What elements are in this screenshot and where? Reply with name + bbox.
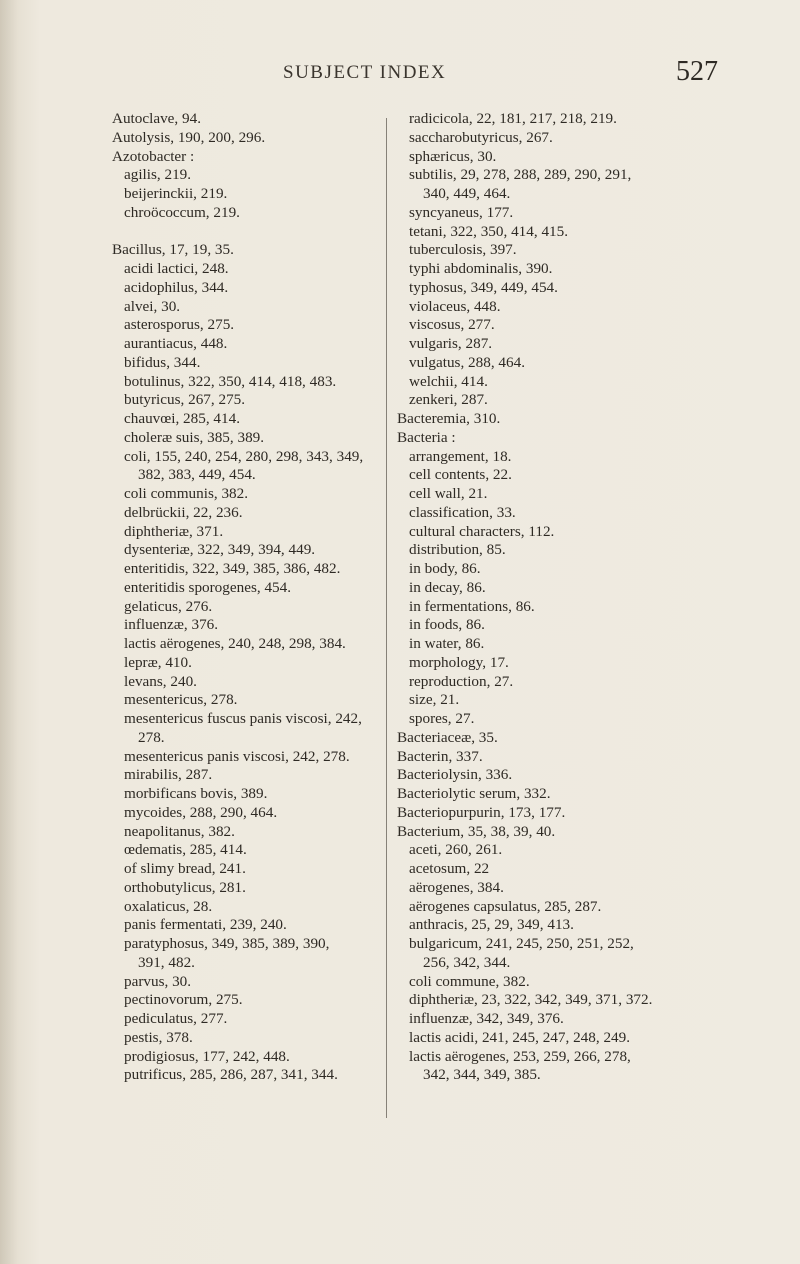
index-subentry: pediculatus, 277. bbox=[124, 1010, 228, 1027]
index-subentry: coli, 155, 240, 254, 280, 298, 343, 349, bbox=[124, 447, 364, 465]
index-continuation: 391, 482. bbox=[138, 953, 195, 971]
index-subentry: lactis aërogenes, 240, 248, 298, 384. bbox=[124, 635, 346, 652]
index-subentry: asterosporus, 275. bbox=[124, 316, 235, 334]
index-subentry: œdematis, 285, 414. bbox=[124, 841, 247, 859]
index-subentry: parvus, 30. bbox=[124, 972, 192, 990]
index-subentry: acetosum, 22 bbox=[409, 860, 490, 877]
index-subentry: reproduction, 27. bbox=[409, 672, 514, 690]
index-subentry: botulinus, 322, 350, 414, 418, 483. bbox=[124, 372, 337, 390]
page-header bbox=[0, 50, 800, 90]
index-subentry: bulgaricum, 241, 245, 250, 251, 252, bbox=[409, 935, 634, 952]
index-subentry: morbificans bovis, 389. bbox=[124, 785, 268, 802]
index-subentry: dysenteriæ, 322, 349, 394, 449. bbox=[124, 541, 316, 559]
index-subentry: of slimy bread, 241. bbox=[124, 860, 246, 877]
index-subentry: alvei, 30. bbox=[124, 297, 181, 315]
index-heading: Bacteria : bbox=[397, 428, 456, 446]
index-subentry: vulgaris, 287. bbox=[409, 335, 493, 352]
index-subentry: influenzæ, 376. bbox=[124, 616, 219, 634]
index-subentry: radicicola, 22, 181, 217, 218, 219. bbox=[409, 110, 617, 127]
index-subentry: tuberculosis, 397. bbox=[409, 241, 517, 259]
index-subentry: diphtheriæ, 371. bbox=[124, 522, 224, 540]
index-subentry: typhi abdominalis, 390. bbox=[409, 260, 553, 277]
index-subentry: spores, 27. bbox=[409, 710, 475, 727]
index-subentry: in water, 86. bbox=[409, 635, 485, 652]
index-column-left bbox=[112, 110, 382, 1085]
index-subentry: gelaticus, 276. bbox=[124, 597, 213, 615]
index-subentry: acidi lactici, 248. bbox=[124, 260, 229, 277]
index-subentry: enteritidis sporogenes, 454. bbox=[124, 578, 292, 596]
index-subentry: mesentericus panis viscosi, 242, 278. bbox=[124, 747, 350, 765]
index-subentry: aurantiacus, 448. bbox=[124, 335, 228, 352]
index-heading: Bacteriolytic serum, 332. bbox=[397, 785, 551, 802]
index-subentry: mycoides, 288, 290, 464. bbox=[124, 803, 278, 821]
index-subentry: size, 21. bbox=[409, 691, 460, 709]
index-column-right bbox=[397, 110, 727, 1085]
index-subentry: saccharobutyricus, 267. bbox=[409, 128, 553, 146]
index-subentry: in body, 86. bbox=[409, 560, 481, 577]
index-subentry: pectinovorum, 275. bbox=[124, 991, 243, 1009]
index-subentry: delbrückii, 22, 236. bbox=[124, 503, 243, 521]
index-subentry: enteritidis, 322, 349, 385, 386, 482. bbox=[124, 560, 341, 577]
entry-gap bbox=[112, 223, 382, 242]
index-subentry: arrangement, 18. bbox=[409, 447, 512, 465]
index-subentry: coli commune, 382. bbox=[409, 972, 530, 990]
index-subentry: aërogenes capsulatus, 285, 287. bbox=[409, 897, 602, 915]
index-subentry: acidophilus, 344. bbox=[124, 278, 229, 296]
index-heading: Bacteriaceæ, 35. bbox=[397, 728, 498, 746]
index-subentry: cultural characters, 112. bbox=[409, 522, 555, 540]
index-subentry: oxalaticus, 28. bbox=[124, 897, 213, 915]
index-heading: Autoclave, 94. bbox=[112, 110, 201, 127]
column-divider bbox=[386, 118, 387, 1118]
index-subentry: viscosus, 277. bbox=[409, 316, 495, 334]
index-subentry: distribution, 85. bbox=[409, 541, 506, 559]
index-subentry: prodigiosus, 177, 242, 448. bbox=[124, 1047, 290, 1065]
index-heading: Bacteremia, 310. bbox=[397, 410, 501, 427]
index-heading: Autolysis, 190, 200, 296. bbox=[112, 128, 266, 146]
index-subentry: anthracis, 25, 29, 349, 413. bbox=[409, 916, 574, 934]
page-number: 527 bbox=[676, 56, 718, 87]
index-subentry: coli communis, 382. bbox=[124, 485, 249, 502]
index-subentry: cell contents, 22. bbox=[409, 466, 512, 484]
index-subentry: typhosus, 349, 449, 454. bbox=[409, 278, 558, 296]
index-subentry: in decay, 86. bbox=[409, 578, 486, 596]
index-heading: Bacteriopurpurin, 173, 177. bbox=[397, 803, 566, 821]
index-subentry: vulgatus, 288, 464. bbox=[409, 353, 526, 371]
index-subentry: putrificus, 285, 286, 287, 341, 344. bbox=[124, 1066, 338, 1084]
index-subentry: syncyaneus, 177. bbox=[409, 203, 514, 221]
index-subentry: orthobutylicus, 281. bbox=[124, 878, 246, 896]
index-subentry: in foods, 86. bbox=[409, 616, 485, 634]
index-subentry: violaceus, 448. bbox=[409, 297, 501, 315]
index-subentry: levans, 240. bbox=[124, 672, 197, 690]
index-subentry: in fermentations, 86. bbox=[409, 597, 535, 615]
index-subentry: chroöcoccum, 219. bbox=[124, 203, 240, 221]
index-subentry: influenzæ, 342, 349, 376. bbox=[409, 1010, 564, 1027]
index-subentry: mesentericus, 278. bbox=[124, 691, 238, 709]
index-subentry: choleræ suis, 385, 389. bbox=[124, 428, 265, 446]
index-subentry: aceti, 260, 261. bbox=[409, 841, 503, 859]
index-subentry: diphtheriæ, 23, 322, 342, 349, 371, 372. bbox=[409, 991, 653, 1009]
index-subentry: welchii, 414. bbox=[409, 372, 488, 390]
index-continuation: 382, 383, 449, 454. bbox=[138, 466, 256, 484]
index-subentry: cell wall, 21. bbox=[409, 485, 488, 502]
index-subentry: paratyphosus, 349, 385, 389, 390, bbox=[124, 935, 330, 952]
index-continuation: 278. bbox=[138, 728, 165, 746]
index-continuation: 340, 449, 464. bbox=[423, 185, 511, 202]
index-continuation: 342, 344, 349, 385. bbox=[423, 1066, 541, 1084]
index-subentry: zenkeri, 287. bbox=[409, 391, 488, 409]
index-subentry: aërogenes, 384. bbox=[409, 878, 504, 896]
index-heading: Bacteriolysin, 336. bbox=[397, 766, 513, 784]
index-subentry: lactis acidi, 241, 245, 247, 248, 249. bbox=[409, 1028, 631, 1046]
index-subentry: bifidus, 344. bbox=[124, 353, 201, 371]
index-subentry: tetani, 322, 350, 414, 415. bbox=[409, 222, 569, 240]
index-subentry: chauvœi, 285, 414. bbox=[124, 410, 240, 427]
index-subentry: subtilis, 29, 278, 288, 289, 290, 291, bbox=[409, 166, 632, 184]
index-subentry: agilis, 219. bbox=[124, 166, 192, 184]
index-subentry: pestis, 378. bbox=[124, 1028, 193, 1046]
index-heading: Bacillus, 17, 19, 35. bbox=[112, 241, 234, 259]
index-heading: Bacterin, 337. bbox=[397, 747, 483, 765]
index-subentry: butyricus, 267, 275. bbox=[124, 391, 246, 409]
index-subentry: panis fermentati, 239, 240. bbox=[124, 916, 287, 934]
index-heading: Azotobacter : bbox=[112, 147, 195, 165]
index-subentry: mirabilis, 287. bbox=[124, 766, 213, 784]
index-continuation: 256, 342, 344. bbox=[423, 953, 511, 971]
index-subentry: sphæricus, 30. bbox=[409, 147, 497, 165]
index-subentry: lepræ, 410. bbox=[124, 653, 192, 671]
index-heading: Bacterium, 35, 38, 39, 40. bbox=[397, 822, 556, 840]
index-subentry: lactis aërogenes, 253, 259, 266, 278, bbox=[409, 1047, 631, 1065]
index-subentry: beijerinckii, 219. bbox=[124, 185, 228, 202]
index-subentry: classification, 33. bbox=[409, 503, 516, 521]
running-head: SUBJECT INDEX bbox=[283, 62, 447, 83]
index-subentry: mesentericus fuscus panis viscosi, 242, bbox=[124, 710, 362, 727]
index-subentry: neapolitanus, 382. bbox=[124, 822, 235, 840]
index-subentry: morphology, 17. bbox=[409, 653, 509, 671]
